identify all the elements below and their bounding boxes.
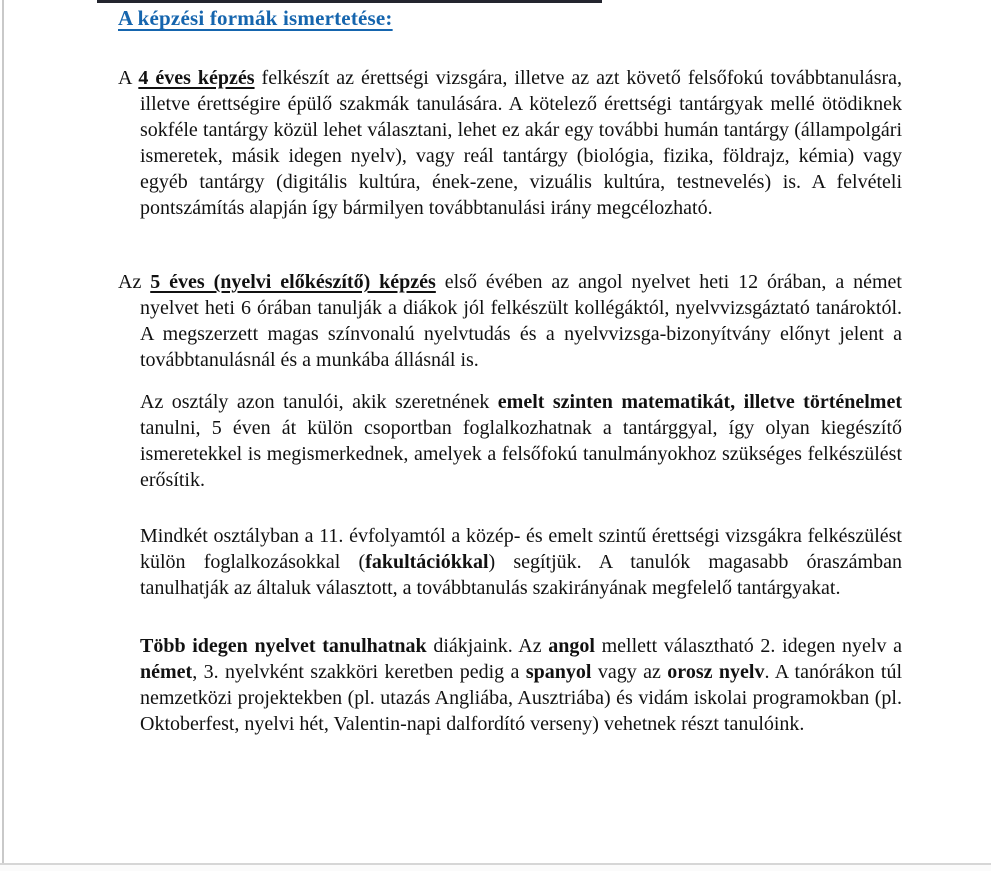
emphasis-text: emelt szinten matematikát, illetve történelmet [497, 391, 902, 413]
body-text: Az [118, 271, 151, 293]
body-text: ) segítjük. A tanulók magasabb óraszámban tanulhatják az általuk választott, a továbbtanulás szakirányának megfelelő tantárgyakat. [140, 551, 902, 599]
body-text: vagy az [591, 661, 668, 683]
body-text: felkészít az érettségi vizsgára, illetve az azt követő felsőfokú továbbtanulásra, illetve érettségire épülő szakmák tanulására. A kötelező érettségi tantárgyak mellé ötödiknek sokféle tantárgy közül lehet választani, lehet ez akár egy további humán tantárgy (állampolgári ismeretek, másik idegen nyelv), vagy reál tantárgy (biológia, fizika, földrajz, kémia) vagy egyéb tantárgy (digitális kultúra, ének-zene, vizuális kultúra, testnevelés) is. A felvételi pontszámítás alapján így bármilyen továbbtanulási irány megcélozható. [140, 67, 903, 219]
emphasis-text: spanyol [525, 661, 592, 683]
document-body [118, 6, 902, 737]
emphasis-text: 5 éves (nyelvi előkészítő) képzés [150, 271, 436, 293]
body-text: mellett választható 2. idegen nyelv a [594, 635, 902, 657]
body-text: első évében az angol nyelvet heti 12 órában, a német nyelvet heti 6 órában tanulják a diákok jól felkészült kollégáktól, nyelvvizsgáztató tanároktól. A megszerzett magas színvonalú nyelvtudás és a nyelvvizsga-bizonyítvány előnyt jelent a továbbtanulásnál és a munkába állásnál is. [140, 271, 902, 371]
body-text: , 3. nyelvként szakköri keretben pedig a [192, 661, 526, 683]
paragraph-1 [118, 65, 902, 221]
page-margin-area [0, 865, 991, 871]
cropped-text-remnant [97, 0, 602, 3]
emphasis-text: Több idegen nyelvet tanulhatnak [140, 635, 427, 657]
paragraph-2 [118, 269, 902, 373]
paragraph-5 [140, 633, 902, 737]
body-text: diákjaink. Az [426, 635, 549, 657]
emphasis-text: fakultációkkal [365, 551, 489, 573]
body-text: Az osztály azon tanulói, akik szeretnének [140, 391, 498, 413]
body-text: A [118, 67, 139, 89]
body-text: Mindkét osztályban a 11. évfolyamtól a közép- és emelt szintű érettségi vizsgákra felkészülést külön foglalkozásokkal ( [140, 525, 902, 573]
page-title: A képzési formák ismertetése: [118, 6, 393, 30]
emphasis-text: német [140, 661, 193, 683]
paragraph-4 [140, 523, 902, 601]
emphasis-text: angol [548, 635, 595, 657]
paragraph-3 [140, 389, 902, 493]
page-left-border [2, 0, 4, 864]
body-text: . A tanórákon túl nemzetközi projektekben (pl. utazás Angliába, Ausztriába) és vidám iskolai programokban (pl. Oktoberfest, nyelvi hét, Valentin-napi dalfordító verseny) vehetnek részt tanulóink. [140, 661, 902, 735]
emphasis-text: 4 éves képzés [138, 67, 255, 89]
body-text: tanulni, 5 éven át külön csoportban foglalkozhatnak a tantárggyal, így olyan kiegészítő ismeretekkel is megismerkednek, amelyek a felsőfokú tanulmányokhoz szükséges felkészülést erősítik. [140, 417, 902, 491]
emphasis-text: orosz nyelv [667, 661, 765, 683]
